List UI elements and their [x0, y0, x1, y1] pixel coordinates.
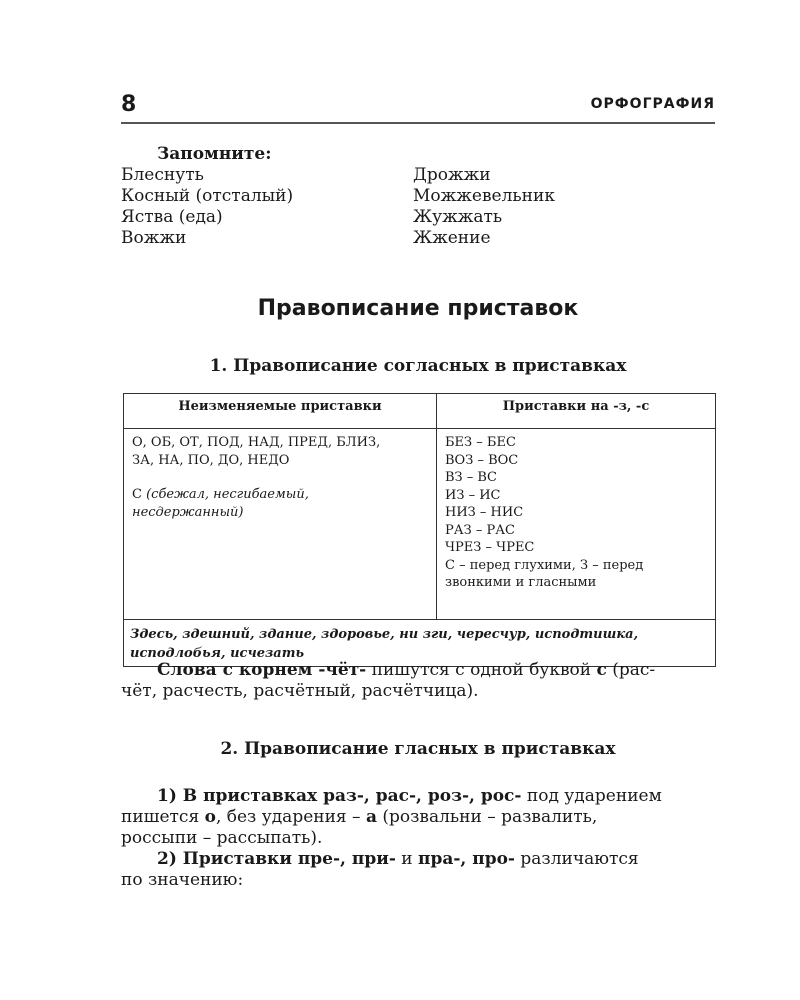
section-title: Правописание приставок — [257, 296, 579, 321]
table-header-unchangeable: Неизменяемые приставки — [124, 394, 437, 429]
prefix-pair: НИЗ – НИС — [445, 505, 524, 520]
example-letter: С — [132, 487, 142, 502]
remember-word: Дрожжи — [413, 165, 491, 185]
bold-term: пра-, про- — [418, 849, 515, 869]
prefix-list-line: О, ОБ, ОТ, ПОД, НАД, ПРЕД, БЛИЗ, — [132, 435, 381, 450]
page-number: 8 — [121, 92, 137, 117]
example-line — [132, 486, 428, 504]
prefix-pair: ИЗ – ИС — [445, 487, 501, 503]
prefix-pair: ВЗ – ВС — [445, 470, 497, 485]
unchangeable-prefixes-cell — [124, 429, 437, 620]
bold-term: 2) Приставки пре-, при- — [157, 849, 396, 869]
rule-line: звонкими и гласными — [445, 575, 597, 590]
bold-letter: с — [596, 660, 607, 680]
running-title: ОРФОГРАФИЯ — [590, 96, 715, 112]
bold-letter: о — [204, 807, 216, 827]
prefix-pair: РАЗ – РАС — [445, 522, 515, 538]
remember-word: Можжевельник — [413, 186, 555, 206]
remember-left-column — [121, 165, 293, 249]
remember-word: Жжение — [413, 228, 491, 248]
rule-line: С – перед глухими, З – перед — [445, 557, 644, 573]
prefix-pair: БЕЗ – БЕС — [445, 435, 516, 450]
header-divider — [121, 122, 715, 124]
remember-word: Вожжи — [121, 228, 187, 248]
paragraph-chet-root: Слова с корнем -чёт- пишутся с одной буквой с (рас- чёт, расчесть, расчётный, расчётчица). — [121, 660, 656, 701]
example-line — [132, 504, 428, 522]
exceptions-line: Здесь, здешний, здание, здоровье, ни зги, чересчур, исподтишка, — [130, 627, 639, 642]
prefix-pair: ЧРЕЗ – ЧРЕС — [445, 540, 535, 555]
remember-word: Блеснуть — [121, 165, 204, 185]
paragraph-rule-2: 2) Приставки пре-, при- и пра-, про- различаются по значению: — [121, 849, 639, 890]
z-s-prefixes-cell — [437, 429, 716, 620]
table-header-row — [124, 394, 716, 429]
remember-word: Жужжать — [413, 207, 503, 227]
table-header-z-s: Приставки на -з, -с — [437, 394, 716, 429]
exceptions-line: исподлобья, исчезать — [130, 646, 305, 661]
subsection-title-vowels: 2. Правописание гласных в приставках — [220, 739, 616, 759]
prefix-rules-table — [123, 393, 716, 667]
prefix-pair: ВОЗ – ВОС — [445, 452, 519, 468]
remember-right-column — [413, 165, 555, 249]
example-words: несдержанный) — [132, 504, 244, 520]
bold-term: 1) В приставках раз-, рас-, роз-, рос- — [157, 786, 522, 806]
prefix-list-line: ЗА, НА, ПО, ДО, НЕДО — [132, 452, 290, 468]
bold-term: Слова с корнем -чёт- — [157, 660, 367, 680]
remember-title: Запомните: — [157, 144, 272, 164]
remember-word: Яства (еда) — [121, 207, 223, 227]
remember-word: Косный (отсталый) — [121, 186, 294, 206]
example-words: (сбежал, несгибаемый, — [146, 487, 309, 502]
subsection-title-consonants: 1. Правописание согласных в приставках — [209, 356, 627, 376]
table-row — [124, 429, 716, 620]
bold-letter: а — [365, 807, 377, 827]
paragraph-rule-1: 1) В приставках раз-, рас-, роз-, рос- под ударением пишется о, без ударения – а (розвальни – развалить, россыпи – рассыпать). — [121, 786, 662, 848]
